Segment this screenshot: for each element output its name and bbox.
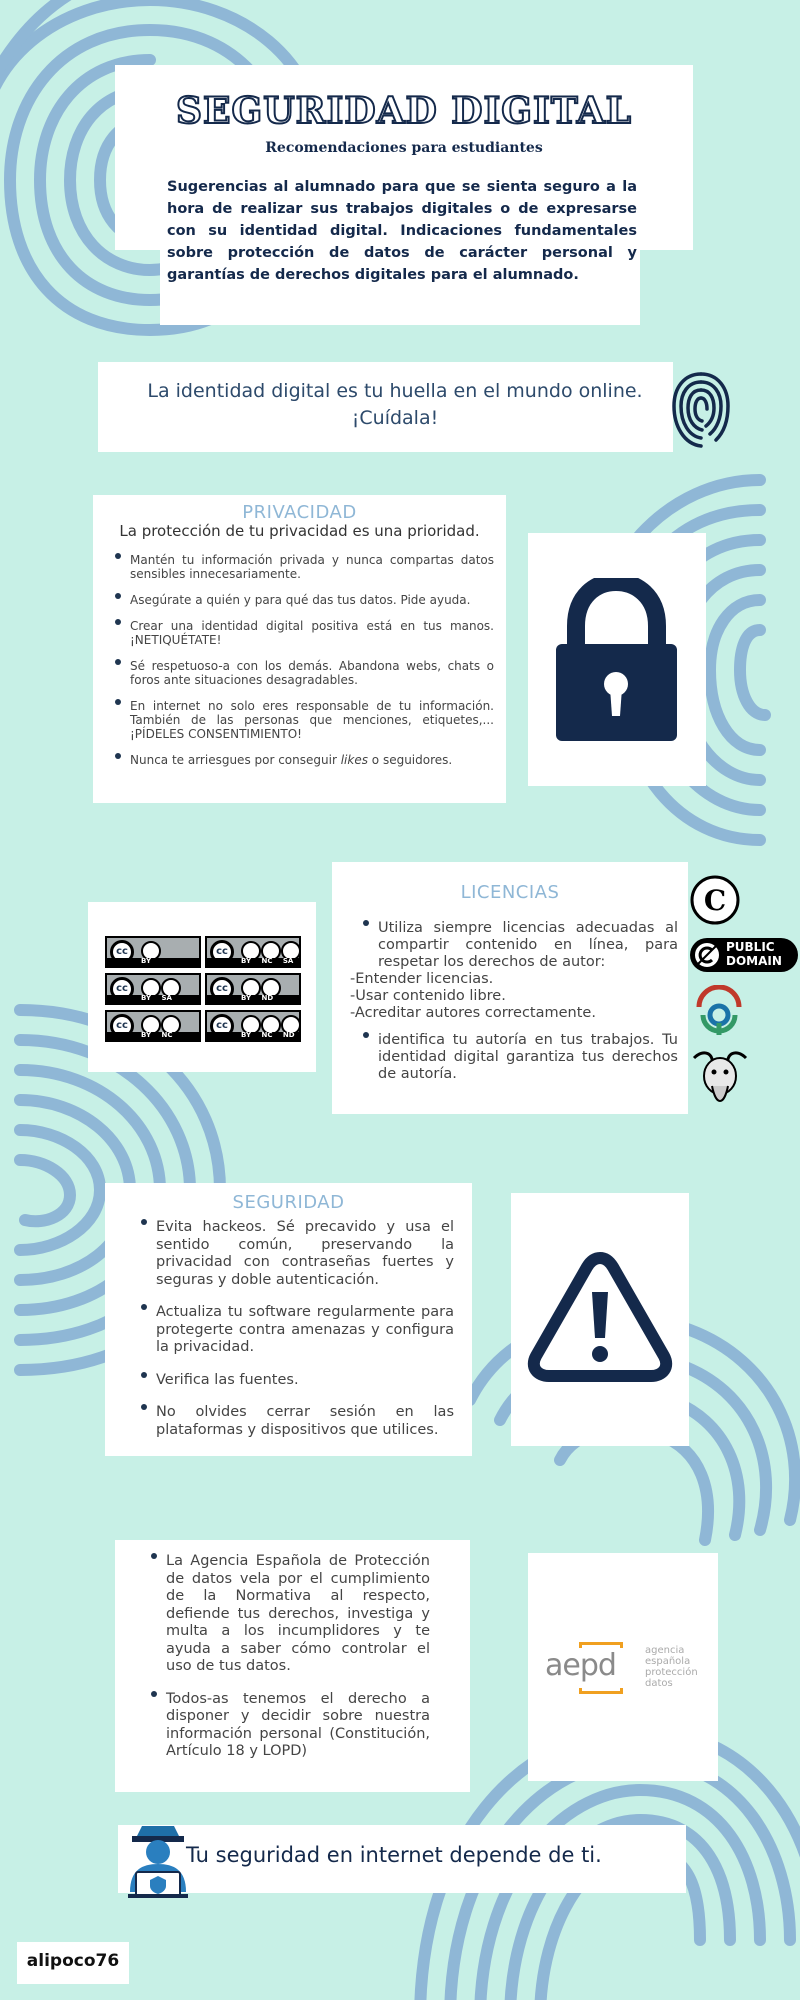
list-item	[360, 920, 678, 971]
cc-badge-bar	[207, 995, 299, 1003]
licenses-item-text: Utiliza siempre licencias adecuadas al compartir contenido en línea, para respetar los derechos de autor:	[378, 920, 678, 970]
privacy-item-text: En internet no solo eres responsable de tu información. También de las personas que menciones, etiquetes,... ¡PÍDELES CONSENTIMIENTO!	[130, 699, 494, 741]
aepd-logo-word: datos	[645, 1678, 673, 1689]
list-item	[138, 1219, 454, 1289]
cc-badge-label: BY ND	[241, 994, 274, 1002]
privacy-item-text: Mantén tu información privada y nunca compartas datos sensibles innecesariamente.	[130, 553, 494, 581]
cc-logo-icon: cc	[210, 940, 234, 964]
intro-text: Sugerencias al alumnado para que se sienta seguro a la hora de realizar sus trabajos digitales o de expresarse con su identidad digital. Indicaciones fundamentales sobre protección de datos de carácter personal y garantías de derechos digitales para el alumnado.	[167, 179, 637, 283]
privacy-item-italic: likes	[340, 753, 368, 767]
aepd-item-text: Todos-as tenemos el derecho a disponer y decidir sobre nuestra información personal (Constitución, Artículo 18 y LOPD)	[166, 1690, 430, 1759]
license-line: -Entender licencias.	[350, 971, 494, 987]
cc-logo-icon: cc	[110, 1014, 134, 1038]
page-subtitle: Recomendaciones para estudiantes	[265, 140, 543, 156]
wikimedia-icon	[693, 985, 745, 1037]
banner-line-1: La identidad digital es tu huella en el mundo online.	[147, 380, 643, 402]
list-item	[112, 753, 494, 767]
cc-logo-icon: cc	[210, 1014, 234, 1038]
list-item	[112, 699, 494, 741]
privacy-list	[112, 553, 494, 767]
aepd-logo-text: aepd	[545, 1648, 616, 1683]
cc-logo-icon: cc	[210, 977, 234, 1001]
copyright-icon	[690, 875, 740, 925]
security-item-text: Verifica las fuentes.	[156, 1371, 299, 1388]
aepd-item-text: La Agencia Española de Protección de datos vela por el cumplimiento de la Normativa al respecto, defiende tus derechos, investiga y multa a los incumplidores y te ayuda a saber cómo controlar el uso de tus datos.	[166, 1553, 430, 1674]
cc-badge-label: BY NC SA	[241, 957, 294, 965]
aepd-logo	[545, 1640, 715, 1700]
cc-badge	[105, 936, 201, 968]
hacker-icon	[122, 1818, 194, 1898]
licenses-item-text: identifica tu autoría en tus trabajos. Tu identidad digital garantiza tus derechos de autoría.	[378, 1032, 678, 1082]
list-item	[148, 1691, 430, 1761]
cc-badge	[205, 936, 301, 968]
cc-logo-icon: cc	[110, 977, 134, 1001]
aepd-logo-word: agencia	[645, 1645, 685, 1656]
aepd-logo-word: española	[645, 1656, 691, 1667]
list-item	[112, 593, 494, 607]
list-item	[112, 619, 494, 647]
author-name: alipoco76	[26, 1951, 120, 1971]
security-title: SEGURIDAD	[232, 1192, 345, 1213]
banner-line-2: ¡Cuídala!	[351, 407, 439, 429]
licenses-title: LICENCIAS	[460, 882, 560, 903]
footer-message: Tu seguridad en internet depende de ti.	[186, 1843, 602, 1867]
cc-badge-label: BY SA	[141, 994, 172, 1002]
list-item	[148, 1553, 430, 1676]
security-item-text: Evita hackeos. Sé precavido y usa el sentido común, preservando la privacidad con contraseñas fuertes y seguras y doble autenticación.	[156, 1219, 454, 1288]
cc-badge-bar	[207, 958, 299, 966]
warning-icon	[526, 1248, 674, 1384]
security-item-text: Actualiza tu software regularmente para protegerte contra amenazas y configura la privacidad.	[156, 1304, 454, 1355]
security-list	[138, 1219, 454, 1439]
cc-badge-label: BY	[141, 957, 152, 965]
cc-badge-bar	[107, 995, 199, 1003]
security-item-text: No olvides cerrar sesión en las plataformas y dispositivos que utilices.	[156, 1404, 454, 1438]
aepd-list	[148, 1553, 430, 1761]
privacy-title: PRIVACIDAD	[242, 502, 357, 523]
cc-badge-label: BY NC ND	[241, 1031, 295, 1039]
cc-logo-icon: cc	[110, 940, 134, 964]
licenses-list-2	[350, 1032, 678, 1083]
licenses-list-1	[350, 920, 678, 971]
list-item	[112, 659, 494, 687]
cc-badge	[105, 1010, 201, 1042]
public-domain-label-2: DOMAIN	[726, 954, 782, 968]
fingerprint-icon	[668, 368, 734, 452]
public-domain-label-1: PUBLIC	[726, 940, 775, 954]
copyright-letter: C	[703, 884, 727, 917]
cc-badge	[205, 973, 301, 1005]
privacy-item-text: Crear una identidad digital positiva está en tus manos. ¡NETIQUÉTATE!	[130, 619, 494, 647]
list-item	[112, 553, 494, 581]
privacy-item-text: o seguidores.	[367, 753, 453, 767]
privacy-item-text: Sé respetuoso-a con los demás. Abandona webs, chats o foros ante situaciones desagradables.	[130, 659, 494, 687]
cc-badge	[105, 973, 201, 1005]
privacy-lead: La protección de tu privacidad es una prioridad.	[119, 522, 480, 540]
cc-badge-bar	[207, 1032, 299, 1040]
list-item	[138, 1404, 454, 1439]
privacy-item-text: Asegúrate a quién y para qué das tus datos. Pide ayuda.	[130, 593, 471, 607]
cc-badge-label: BY NC	[141, 1031, 173, 1039]
aepd-logo-word: protección	[645, 1667, 698, 1678]
lock-icon	[554, 578, 679, 743]
license-line: -Usar contenido libre.	[350, 988, 506, 1004]
cc-badge-bar	[107, 1032, 199, 1040]
list-item	[360, 1032, 678, 1083]
cc-badge	[205, 1010, 301, 1042]
list-item	[138, 1304, 454, 1357]
public-domain-icon	[690, 938, 798, 972]
aepd-logo-bracket-bottom	[579, 1688, 623, 1694]
gnu-icon	[690, 1046, 750, 1108]
list-item	[138, 1372, 454, 1390]
public-domain-c-icon	[692, 940, 722, 970]
cc-badge-bar	[107, 958, 199, 966]
license-line: -Acreditar autores correctamente.	[350, 1005, 596, 1021]
privacy-item-text: Nunca te arriesgues por conseguir	[130, 753, 341, 767]
page-title: SEGURIDAD DIGITAL	[176, 90, 632, 132]
